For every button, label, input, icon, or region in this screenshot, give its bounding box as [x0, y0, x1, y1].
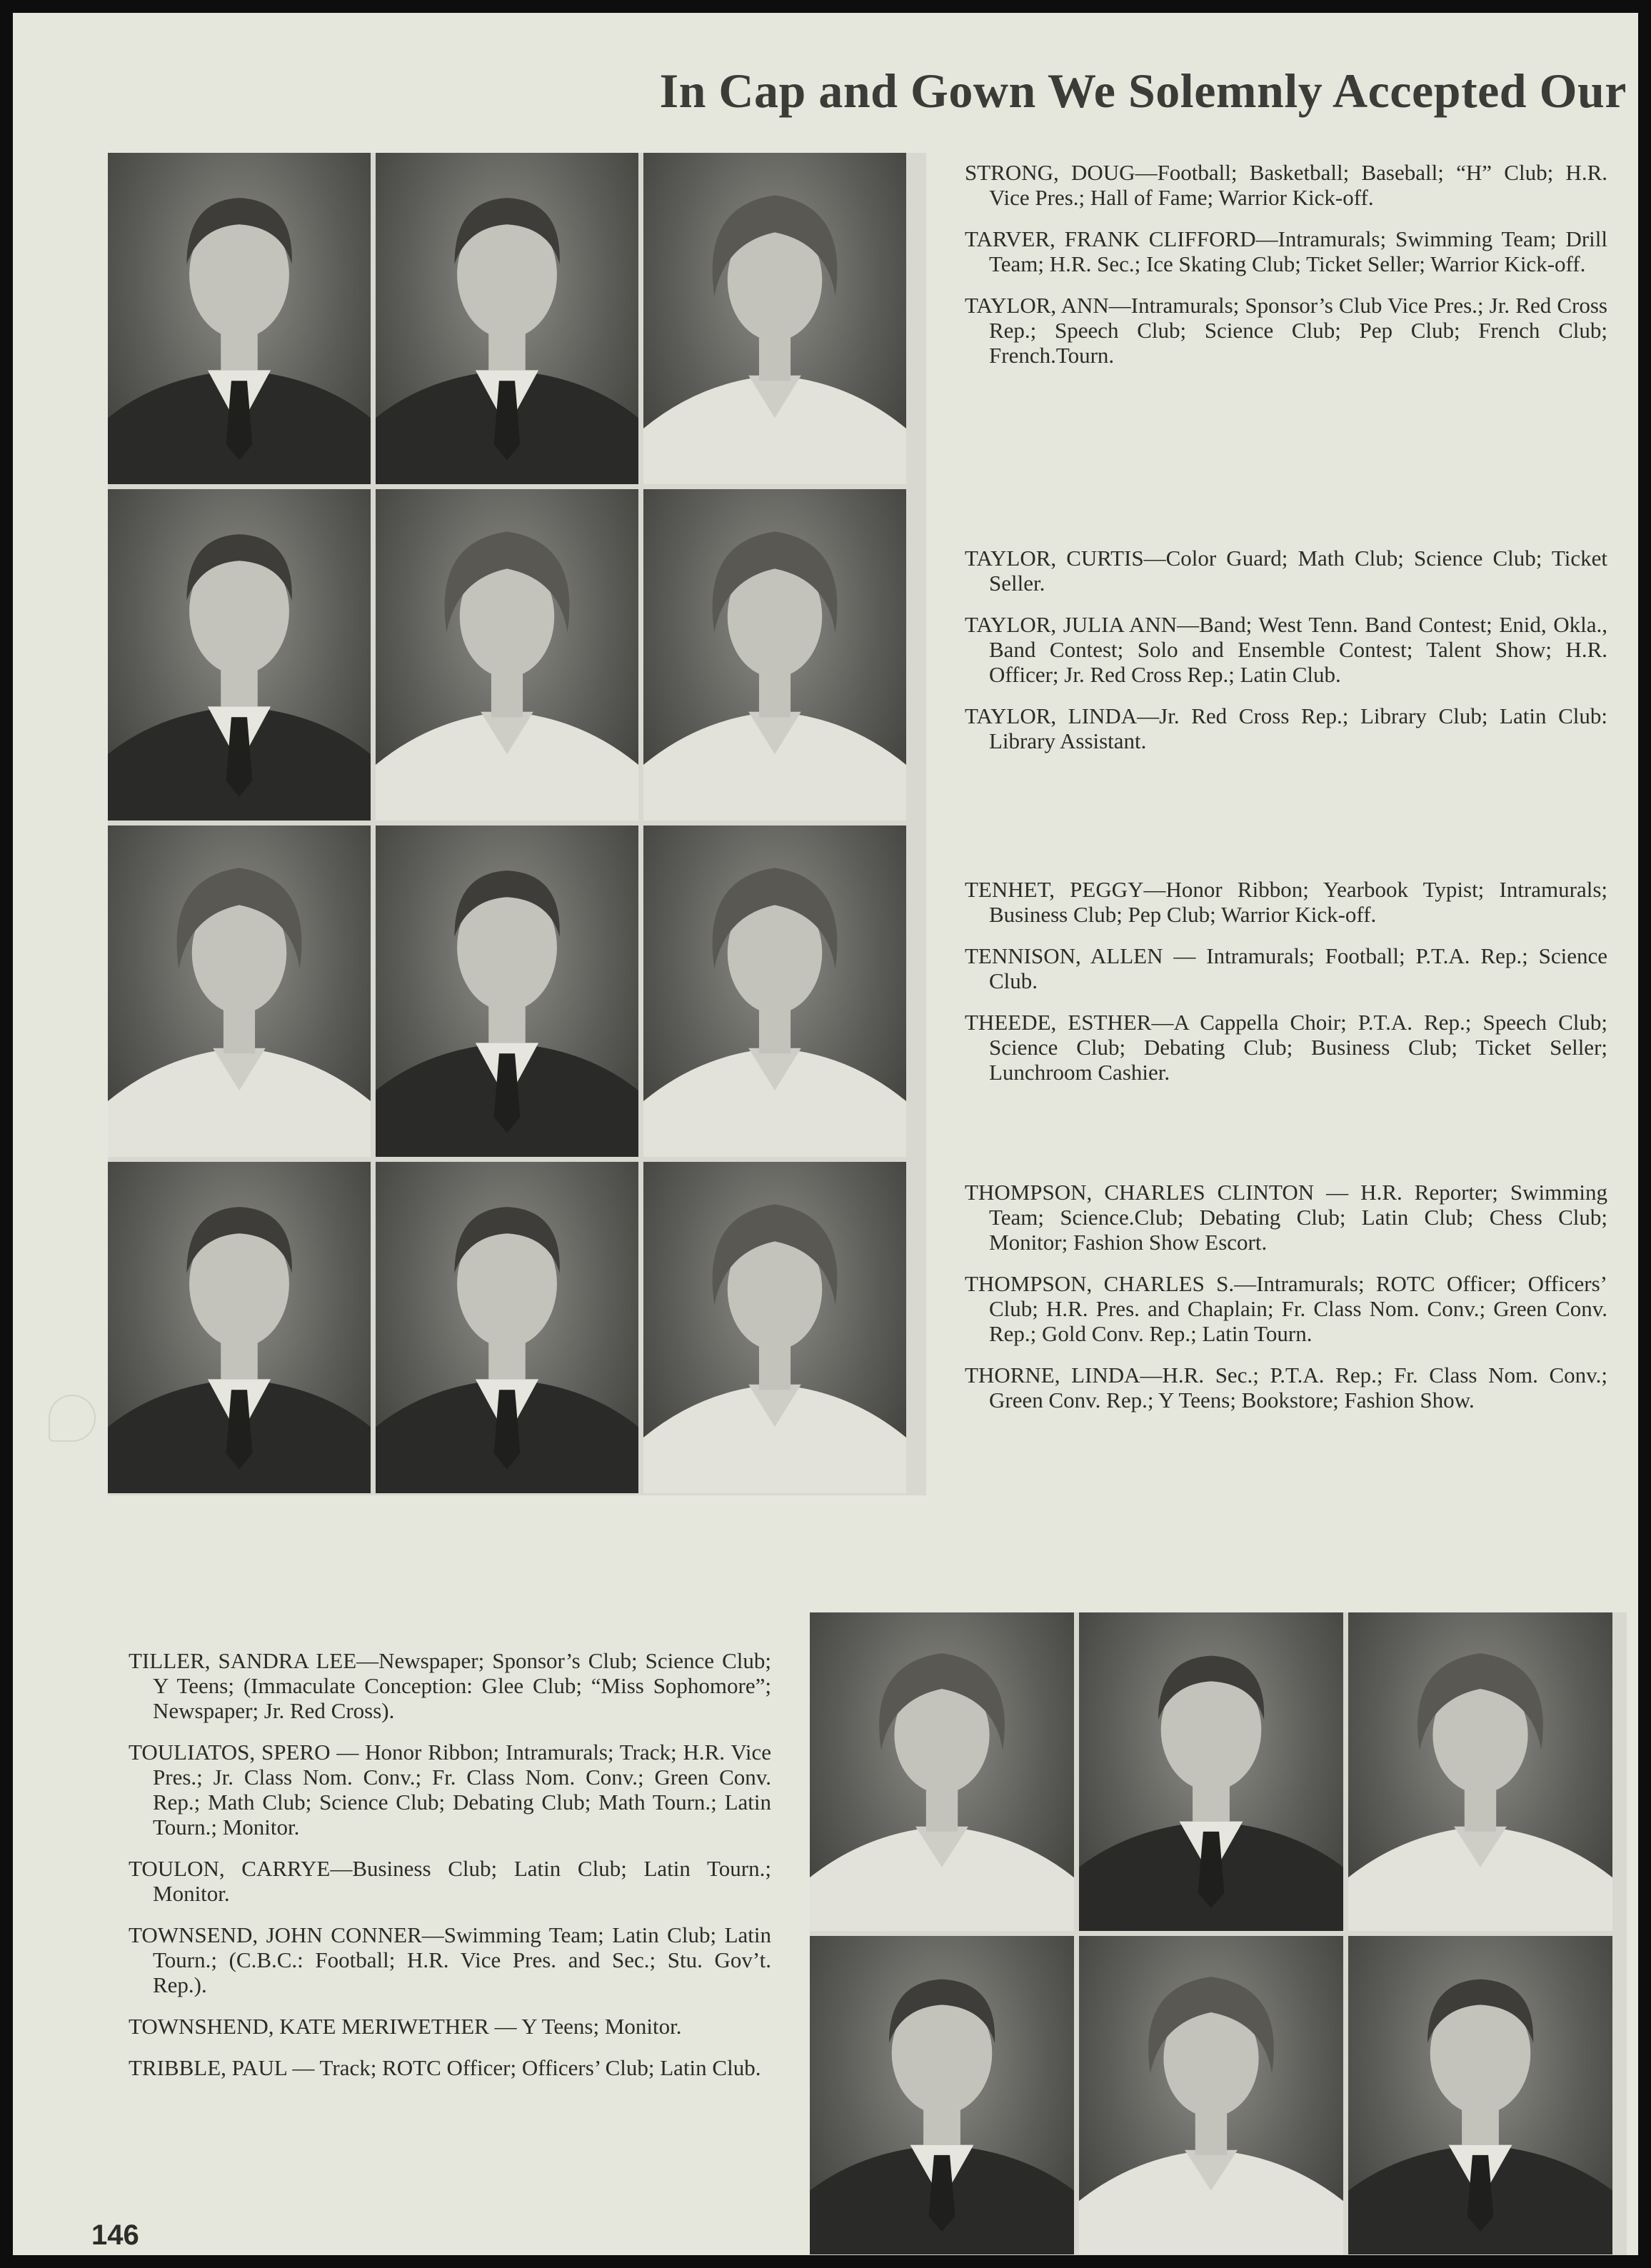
- student-bio-entry: TENHET, PEGGY—Honor Ribbon; Yearbook Typist; Intramurals; Business Club; Pep Club; Warrior Kick-off.: [965, 877, 1607, 927]
- bio-column-bottom: [129, 1648, 771, 2097]
- student-portrait: [1348, 1936, 1612, 2254]
- yearbook-page: [13, 13, 1638, 2255]
- student-bio-entry: TENNISON, ALLEN — Intramurals; Football; P.T.A. Rep.; Science Club.: [965, 943, 1607, 993]
- student-portrait: [108, 489, 371, 821]
- student-portrait: [643, 1162, 906, 1493]
- student-bio-entry: TOULON, CARRYE—Business Club; Latin Club; Latin Tourn.; Monitor.: [129, 1856, 771, 1906]
- student-bio-entry: TOWNSEND, JOHN CONNER—Swimming Team; Latin Club; Latin Tourn.; (C.B.C.: Football; H.R. Vice Pres. and Sec.; Stu. Gov’t. Rep.).: [129, 1922, 771, 1997]
- student-portrait: [376, 153, 638, 484]
- page-number: 146: [91, 2219, 139, 2251]
- student-bio-entry: THOMPSON, CHARLES CLINTON — H.R. Reporter; Swimming Team; Science.Club; Debating Club; Latin Club; Chess Club; Monitor; Fashion Show Escort.: [965, 1180, 1607, 1255]
- student-portrait: [643, 489, 906, 821]
- bio-column-group-3: [965, 877, 1607, 1101]
- page-title: In Cap and Gown We Solemnly Accepted Our: [659, 64, 1627, 118]
- student-bio-entry: STRONG, DOUG—Football; Basketball; Baseball; “H” Club; H.R. Vice Pres.; Hall of Fame; Warrior Kick-off.: [965, 160, 1607, 210]
- student-portrait: [810, 1936, 1074, 2254]
- student-portrait: [643, 153, 906, 484]
- student-portrait: [810, 1612, 1074, 1931]
- student-bio-entry: TAYLOR, LINDA—Jr. Red Cross Rep.; Library Club; Latin Club: Library Assistant.: [965, 703, 1607, 753]
- student-bio-entry: TRIBBLE, PAUL — Track; ROTC Officer; Officers’ Club; Latin Club.: [129, 2055, 761, 2080]
- student-bio-entry: TAYLOR, CURTIS—Color Guard; Math Club; Science Club; Ticket Seller.: [965, 546, 1607, 596]
- student-bio-entry: TOULIATOS, SPERO — Honor Ribbon; Intramurals; Track; H.R. Vice Pres.; Jr. Class Nom. Conv.; Fr. Class Nom. Conv.; Green Conv. Rep.; Math Club; Science Club; Debating Club; Math Tourn.; Latin Tourn.; Monitor.: [129, 1740, 771, 1840]
- student-portrait: [1079, 1612, 1343, 1931]
- student-bio-entry: THOMPSON, CHARLES S.—Intramurals; ROTC Officer; Officers’ Club; H.R. Pres. and Chaplain; Fr. Class Nom. Conv.; Green Conv. Rep.; Gold Conv. Rep.; Latin Tourn.: [965, 1271, 1607, 1346]
- student-portrait: [108, 1162, 371, 1493]
- student-bio-entry: TARVER, FRANK CLIFFORD—Intramurals; Swimming Team; Drill Team; H.R. Sec.; Ice Skating Club; Ticket Seller; Warrior Kick-off.: [965, 226, 1607, 276]
- student-portrait: [108, 826, 371, 1157]
- bio-column-group-1: [965, 160, 1607, 384]
- student-bio-entry: THORNE, LINDA—H.R. Sec.; P.T.A. Rep.; Fr. Class Nom. Conv.; Green Conv. Rep.; Y Teens; Bookstore; Fashion Show.: [965, 1363, 1607, 1413]
- student-portrait: [376, 826, 638, 1157]
- student-portrait: [1348, 1612, 1612, 1931]
- bio-column-group-4: [965, 1180, 1607, 1429]
- paper-watermark: [49, 1395, 96, 1442]
- student-bio-entry: TOWNSHEND, KATE MERIWETHER — Y Teens; Monitor.: [129, 2014, 682, 2039]
- student-bio-entry: TAYLOR, JULIA ANN—Band; West Tenn. Band Contest; Enid, Okla., Band Contest; Solo and Ensemble Contest; Talent Show; H.R. Officer; Jr. Red Cross Rep.; Latin Club.: [965, 612, 1607, 687]
- bottom-portrait-grid: [810, 1612, 1627, 2255]
- student-portrait: [376, 489, 638, 821]
- top-portrait-grid: [108, 153, 926, 1495]
- student-bio-entry: THEEDE, ESTHER—A Cappella Choir; P.T.A. Rep.; Speech Club; Science Club; Debating Club; Business Club; Ticket Seller; Lunchroom Cashier.: [965, 1010, 1607, 1085]
- student-portrait: [108, 153, 371, 484]
- student-portrait: [376, 1162, 638, 1493]
- student-portrait: [643, 826, 906, 1157]
- student-bio-entry: TAYLOR, ANN—Intramurals; Sponsor’s Club Vice Pres.; Jr. Red Cross Rep.; Speech Club; Science Club; Pep Club; French Club; French.Tourn.: [965, 293, 1607, 368]
- student-bio-entry: TILLER, SANDRA LEE—Newspaper; Sponsor’s Club; Science Club; Y Teens; (Immaculate Conception: Glee Club; “Miss Sophomore”; Newspaper; Jr. Red Cross).: [129, 1648, 771, 1723]
- student-portrait: [1079, 1936, 1343, 2254]
- bio-column-group-2: [965, 546, 1607, 770]
